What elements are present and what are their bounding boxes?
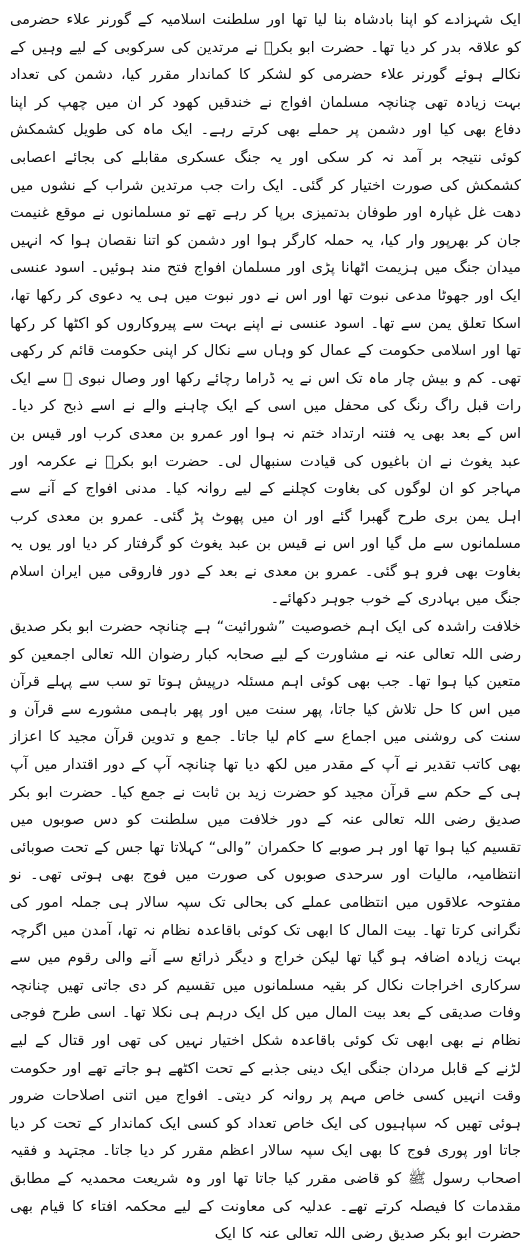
paragraph-1: ایک شہزادے کو اپنا بادشاہ بنا لیا تھا اور سلطنت اسلامیہ کے گورنر علاء حضرمی کو علاقہ بدر کر دیا تھا۔ حضرت ابو بکرؓ نے مرتدین کی سرکوبی کے لیے وہیں کے نکالے ہوئے گورنر علاء حضرمی کو لشکر کا کماندار مقرر کیا، دشمن کی تعداد بہت زیادہ تھی چنانچہ مسلمان افواج نے خندقیں کھود کر ان میں چھپ کر اپنا دفاع بھی کیا اور دشمن پر حملے بھی کرتے رہے۔ ایک ماہ کی طویل کشمکش کوئی نتیجہ بر آمد نہ کر سکی اور یہ جنگ عسکری مقابلے کی بجائے اعصابی کشمکش کی صورت اختیار کر گئی۔ ایک رات جب مرتدین شراب کے نشوں میں دھت غل غپارہ اور طوفان بدتمیزی برپا کر رہے تھے تو مسلمانوں نے موقع غنیمت جان کر بھرپور وار کیا، یہ حملہ کارگر ہوا اور دشمن کو اتنا نقصان ہوا کہ انہیں میدان جنگ میں ہزیمت اٹھانا پڑی اور مسلمان افواج فتح مند ہوئیں۔ اسود عنسی ایک اور جھوٹا مدعی نبوت تھا اور اس نے دور نبوت میں ہی یہ دعوی کر رکھا تھا، اسکا تعلق یمن سے تھا۔ اسود عنسی نے اپنے بہت سے پیروکاروں کو اکٹھا کر رکھا تھا اور اسلامی حکومت کے عمال کو وہاں سے نکال کر اپنی حکومت قائم کر رکھی تھی۔ کم و بیش چار ماہ تک اس نے یہ ڈراما رچائے رکھا اور وصال نبوی ﷺ سے ایک رات قبل راگ رنگ کی محفل میں اسی کے ایک چاہنے والے نے اسے ذبح کر دیا۔ اس کے بعد بھی یہ فتنہ ارتداد ختم نہ ہوا اور عمرو بن معدی کرب اور قیس بن عبد یغوث نے ان باغیوں کی قیادت سنبھال لی۔ حضرت ابو بکرؓ نے عکرمہ اور مہاجر کو ان لوگوں کی بغاوت کچلنے کے لیے روانہ کیا۔ مدنی افواج کے آنے سے اہل یمن بری طرح گھبرا گئے اور ان میں پھوٹ پڑ گئی۔ عمرو بن معدی کرب مسلمانوں سے مل گیا اور اس نے قیس بن عبد یغوث کو گرفتار کر دیا اور یوں یہ بغاوت بھی فرو ہو گئی۔ عمرو بن معدی نے بعد کے دور فاروقی میں ایران اسلام جنگ میں بہادری کے خوب جوہر دکھائے۔ xyxy=(10,11,521,608)
paragraph-2: خلافت راشدہ کی ایک اہم خصوصیت ”شورائیت“ ہے چنانچہ حضرت ابو بکر صدیق رضی اللہ تعالی عنہ نے مشاورت کے لیے صحابہ کبار رضوان اللہ تعالی اجمعین کو متعین کیا ہوا تھا۔ جب بھی کوئی اہم مسئلہ درپیش ہوتا تو سب سے پہلے قرآن میں اس کا حل تلاش کیا جاتا، پھر سنت میں اور پھر باہمی مشورے سے قرآن و سنت کی روشنی میں اجماع سے کام لیا جاتا۔ جمع و تدوین قرآن مجید کا اعزاز بھی کاتب تقدیر نے آپ کے مقدر میں لکھ دیا تھا چنانچہ آپ کے دور اقتدار میں آپ ہی کے حکم سے قرآن مجید کو حضرت زید بن ثابت نے جمع کیا۔ حضرت ابو بکر صدیق رضی اللہ تعالی عنہ کے دور خلافت میں سلطنت کو دس صوبوں میں تقسیم کیا ہوا تھا اور ہر صوبے کا حکمران ”والی“ کہلاتا تھا جس کے تحت صوبائی انتظامیہ، مالیات اور سرحدی صوبوں کی صورت میں فوج بھی ہوتی تھی۔ نو مفتوحہ علاقوں میں انتظامی عملے کی بحالی تک سپہ سالار ہی جملہ امور کی نگرانی کرتا تھا۔ بیت المال کا ابھی تک کوئی باقاعدہ نظام نہ تھا، آمدن میں اگرچہ بہت زیادہ اضافہ ہو گیا تھا لیکن خراج و دیگر ذرائع سے آنے والی رقوم میں سے سرکاری اخراجات نکال کر بقیہ مسلمانوں میں تقسیم کر دی جاتی تھیں چنانچہ وفات صدیقی کے بعد بیت المال میں کل ایک درہم ہی نکلا تھا۔ اسی طرح فوجی نظام نے بھی ابھی تک کوئی باقاعدہ شکل اختیار نہیں کی تھی اور قتال کے لیے لڑنے کے قابل مردان جنگی ایک دینی جذبے کے تحت اکٹھے ہو جاتے تھے اور حکومت وقت انہیں کسی خاص مہم پر روانہ کر دیتی۔ افواج میں اتنی اصلاحات ضرور ہوئی تھیں کہ سپاہیوں کی ایک خاص تعداد کو کسی ایک کماندار کے تحت کر دیا جاتا اور پوری فوج کا بھی ایک سپہ سالار اعظم مقرر کر دیا جاتا۔ مجتہد و فقیہ اصحاب رسول ﷺ کو قاضی مقرر کیا جاتا تھا اور وہ شریعت محمدیہ کے مطابق مقدمات کا فیصلہ کرتے تھے۔ عدلیہ کی معاونت کے لیے محکمہ افتاء کا قیام بھی حضرت ابو بکر صدیق رضی اللہ تعالی عنہ کا ایک xyxy=(10,618,521,1243)
